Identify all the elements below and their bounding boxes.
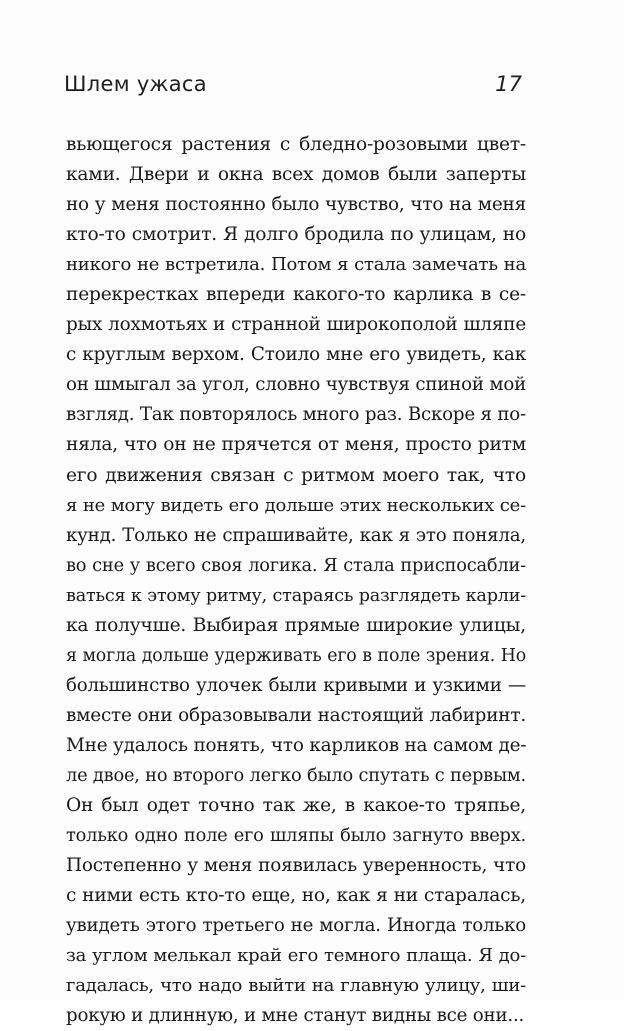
text-line: никого не встретила. Потом я стала замечать на: [66, 254, 526, 276]
text-line: гадалась, что надо выйти на главную улицу, ши-: [66, 975, 526, 997]
book-title: Шлем ужаса: [64, 72, 207, 96]
text-line: с круглым верхом. Стоило мне его увидеть, как: [66, 344, 526, 366]
text-line: кто-то смотрит. Я долго бродила по улицам, но: [66, 224, 526, 246]
text-line: ка получше. Выбирая прямые широкие улицы,: [66, 614, 526, 636]
text-line: няла, что он не прячется от меня, просто ритм: [66, 434, 526, 456]
text-line: он шмыгал за угол, словно чувствуя спиной мой: [66, 374, 526, 396]
text-line: вьющегося растения с бледно-розовыми цвет-: [66, 134, 526, 155]
text-line: Мне удалось понять, что карликов на самом де-: [66, 734, 527, 756]
text-line: Постепенно у меня появилась уверенность, что: [66, 855, 526, 877]
text-line: ками. Двери и окна всех домов были заперты: [66, 164, 526, 186]
text-line: его движения связан с ритмом моего так, что: [66, 464, 526, 486]
page-number: 17: [495, 72, 522, 96]
text-line: Он был одет точно так же, в какое-то тряпье,: [66, 795, 526, 817]
text-line: вместе они образовывали настоящий лабиринт.: [66, 704, 526, 726]
text-line: взгляд. Так повторялось много раз. Вскоре я по-: [66, 404, 526, 426]
text-line: во сне у всего своя логика. Я стала приспосабли-: [66, 554, 526, 576]
text-line: ваться к этому ритму, стараясь разглядеть карли-: [66, 585, 526, 606]
text-line: большинство улочек были кривыми и узкими —: [66, 674, 526, 696]
text-line: рокую и длинную, и мне станут видны все они...: [66, 1005, 525, 1027]
text-line: перекрестках впереди какого-то карлика в се-: [66, 284, 526, 306]
text-line: я могла дольше удерживать его в поле зрения. Но: [66, 645, 526, 666]
running-head: [64, 72, 522, 102]
text-line: увидеть этого третьего не могла. Иногда только: [66, 915, 526, 937]
text-line: рых лохмотьях и странной широкополой шляпе: [66, 314, 526, 336]
text-line: я не могу видеть его дольше этих нескольких се-: [66, 494, 526, 516]
text-line: кунд. Только не спрашивайте, как я это поняла,: [66, 524, 526, 546]
text-line: ле двое, но второго легко было спутать с первым.: [66, 764, 526, 786]
text-line: только одно поле его шляпы было загнуто вверх.: [66, 825, 526, 847]
text-line: с ними есть кто-то еще, но, как я ни старалась,: [66, 885, 526, 907]
text-line: но у меня постоянно было чувство, что на меня: [66, 194, 526, 216]
text-line: за углом мелькал край его темного плаща. Я до-: [66, 945, 526, 967]
body-text: [66, 130, 526, 1031]
